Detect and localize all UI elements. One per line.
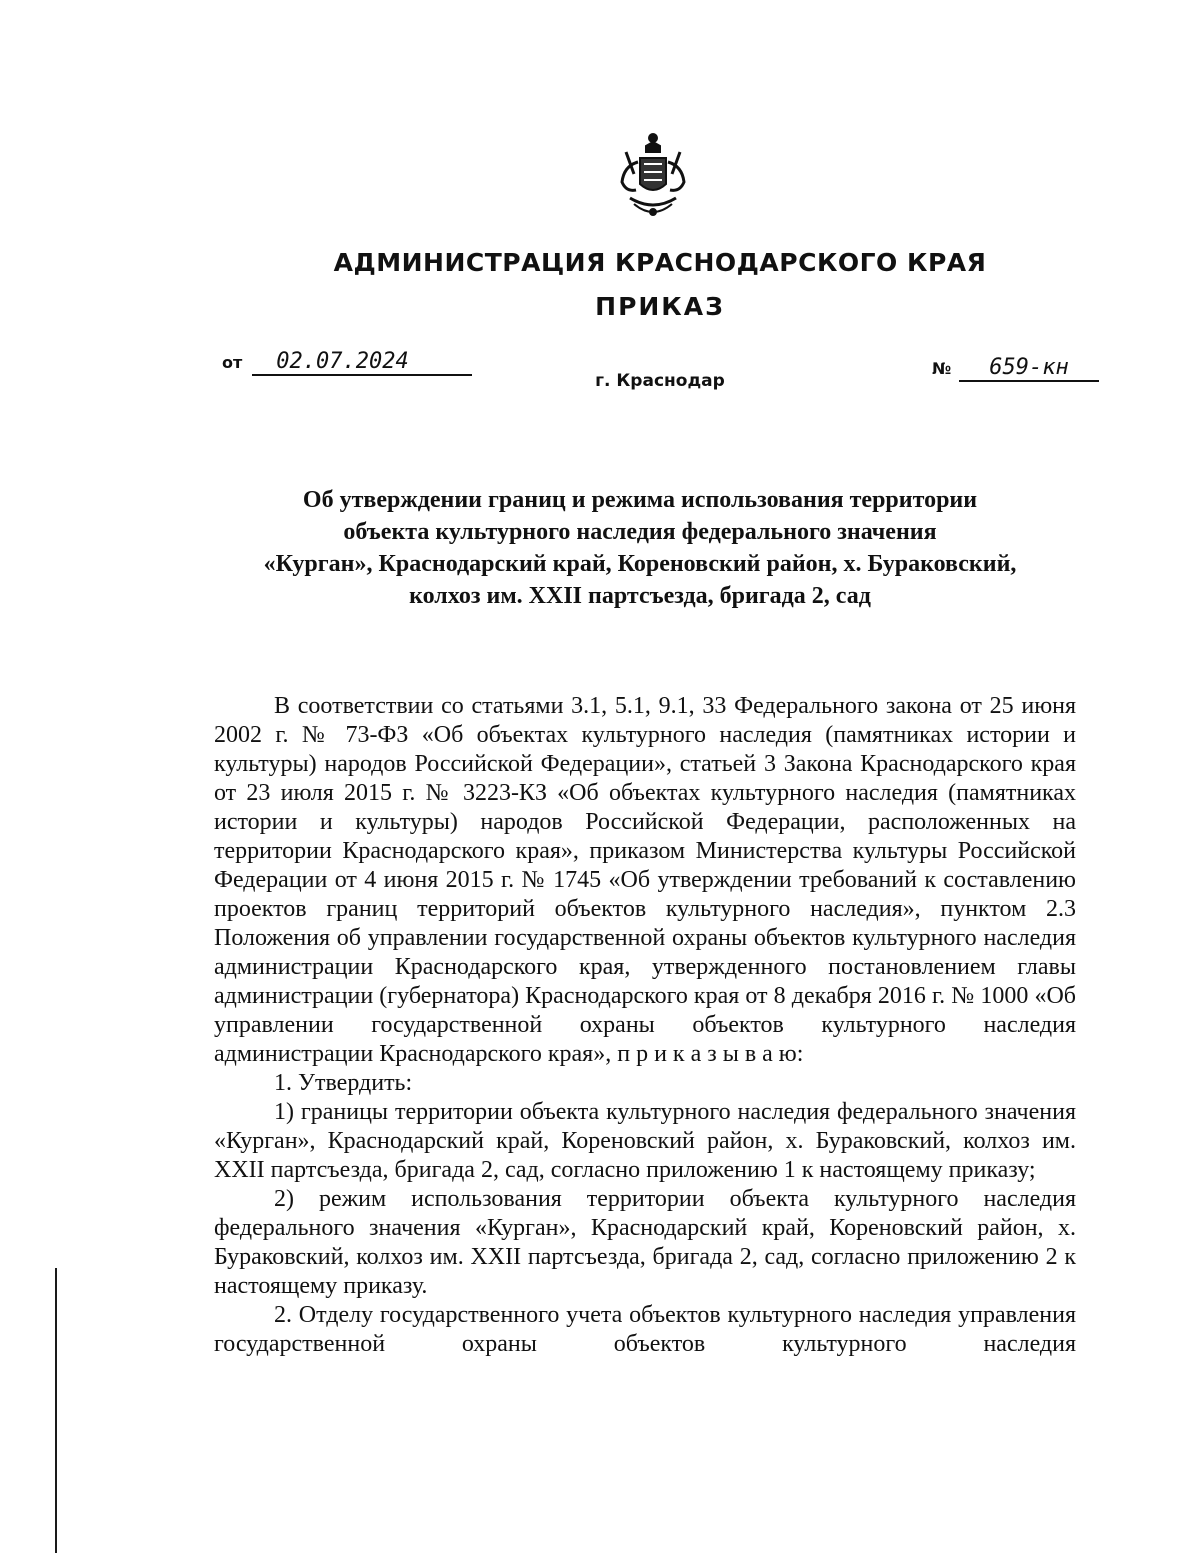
coat-of-arms-icon xyxy=(616,132,690,222)
handwritten-number: 659-кн xyxy=(959,355,1099,382)
order-item-1: 1. Утвердить: xyxy=(274,1070,413,1096)
scan-border-line xyxy=(55,1268,57,1553)
document-body xyxy=(214,692,1076,1359)
order-subitem-2: 2) режим использования территории объекта культурного наследия федерального значения «Курган», Краснодарский край, Кореновский район, х. Бураковский, колхоз им. XXII партсъезда, бригада 2, сад, согласно приложению 2 к настоящему приказу. xyxy=(214,1186,1076,1299)
order-item-2: 2. Отделу государственного учета объектов культурного наследия управления государственной охраны объектов культурного наследия xyxy=(214,1302,1076,1357)
title-line: Об утверждении границ и режима использования территории xyxy=(302,487,978,513)
document-title xyxy=(200,484,1080,612)
preamble-paragraph: В соответствии со статьями 3.1, 5.1, 9.1, 33 Федерального закона от 25 июня 2002 г. № 73-ФЗ «Об объектах культурного наследия (памятниках истории и культуры) народов Российской Федерации», статьей 3 Закона Краснодарского края от 23 июля 2015 г. № 3223-КЗ «Об объектах культурного наследия (памятниках истории и культуры) народов Российской Федерации, расположенных на территории Краснодарского края», приказом Министерства культуры Российской Федерации от 4 июня 2015 г. № 1745 «Об утверждении требований к составлению проектов границ территорий объектов культурного наследия», пунктом 2.3 Положения об управлении государственной охраны объектов культурного наследия администрации Краснодарского края, утвержденного постановлением главы администрации (губернатора) Краснодарского края от 8 декабря 2016 г. № 1000 «Об управлении государственной охраны объектов культурного наследия администрации Краснодарского края», п р и к а з ы в а ю: xyxy=(214,693,1076,1067)
organization-heading: АДМИНИСТРАЦИЯ КРАСНОДАРСКОГО КРАЯ xyxy=(333,248,987,277)
order-subitem-1: 1) границы территории объекта культурного наследия федерального значения «Курган», Краснодарский край, Кореновский район, х. Бураковский, колхоз им. XXII партсъезда, бригада 2, сад, согласно приложению 1 к настоящему приказу; xyxy=(214,1099,1076,1183)
title-line: колхоз им. XXII партсъезда, бригада 2, сад xyxy=(409,583,871,609)
handwritten-date: 02.07.2024 xyxy=(252,349,472,376)
title-line: «Курган», Краснодарский край, Кореновский район, х. Бураковский, xyxy=(263,551,1017,577)
document-type-heading: ПРИКАЗ xyxy=(595,292,725,321)
date-prefix: от xyxy=(222,353,243,372)
title-line: объекта культурного наследия федерального значения xyxy=(343,519,937,545)
city-line: г. Краснодар xyxy=(595,371,725,391)
number-prefix: № xyxy=(932,359,952,378)
